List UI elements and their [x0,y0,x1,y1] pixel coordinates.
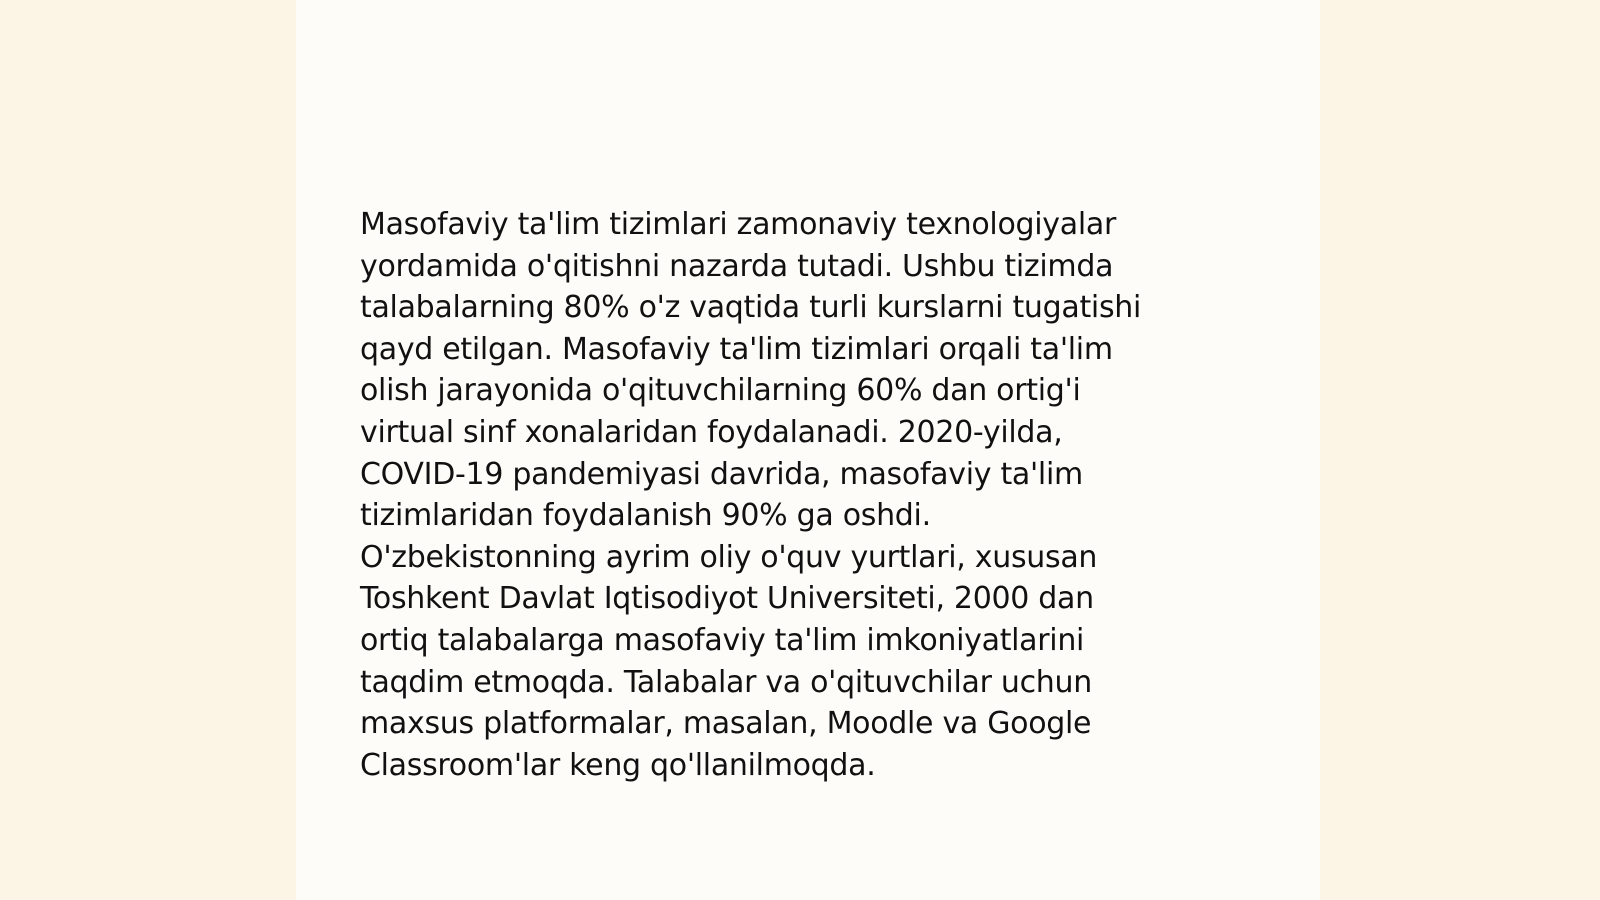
paragraph-line: O'zbekistonning ayrim oliy o'quv yurtlari, xususan [360,539,1098,575]
paragraph-line: qayd etilgan. Masofaviy ta'lim tizimlari orqali ta'lim [360,331,1113,367]
paragraph-line: taqdim etmoqda. Talabalar va o'qituvchilar uchun [360,664,1092,700]
document-page [296,0,1320,900]
paragraph-line: Classroom'lar keng qo'llanilmoqda. [360,747,876,783]
paragraph-line: yordamida o'qitishni nazarda tutadi. Ushbu tizimda [360,248,1114,284]
paragraph-line: ortiq talabalarga masofaviy ta'lim imkoniyatlarini [360,622,1085,658]
paragraph-line: talabalarning 80% o'z vaqtida turli kurslarni tugatishi [360,290,1142,326]
paragraph-line: Toshkent Davlat Iqtisodiyot Universiteti, 2000 dan [360,581,1094,617]
paragraph-line: virtual sinf xonalaridan foydalanadi. 2020-yilda, [360,414,1063,450]
paragraph-line: tizimlaridan foydalanish 90% ga oshdi. [360,498,931,534]
paragraph-line: olish jarayonida o'qituvchilarning 60% dan ortig'i [360,373,1081,409]
paragraph-line: Masofaviy ta'lim tizimlari zamonaviy texnologiyalar [360,207,1116,242]
body-paragraph [360,204,1240,786]
paragraph-line: maxsus platformalar, masalan, Moodle va Google [360,706,1092,742]
paragraph-line: COVID-19 pandemiyasi davrida, masofaviy ta'lim [360,456,1083,492]
